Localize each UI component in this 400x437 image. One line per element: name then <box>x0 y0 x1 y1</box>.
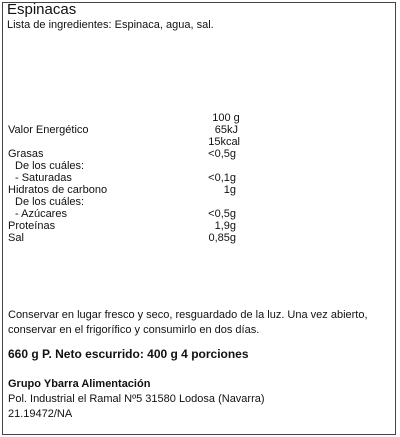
salt-value: 0,85g <box>208 232 236 244</box>
net-weight-info: 660 g P. Neto escurrido: 400 g 4 porciones <box>8 347 249 361</box>
sugars-label: - Azúcares <box>15 208 67 220</box>
storage-instructions <box>8 308 368 338</box>
product-name: Espinacas <box>7 1 77 18</box>
protein-label: Proteínas <box>8 220 56 232</box>
of-which-label: De los cuáles: <box>15 160 85 172</box>
ingredients-list: Lista de ingredientes: Espinaca, agua, sal. <box>7 19 214 31</box>
storage-line-2: conservar en el frigorífico y consumirlo en dos días. <box>8 324 260 336</box>
registry-number: 21.19472/NA <box>8 408 73 420</box>
sugars-value: <0,5g <box>208 208 236 220</box>
protein-value: 1,9g <box>214 220 236 232</box>
saturated-label: - Saturadas <box>15 172 72 184</box>
saturated-value: <0,1g <box>208 172 236 184</box>
nutrition-per-100g: 100 g <box>212 112 240 124</box>
salt-label: Sal <box>8 232 24 244</box>
company-name: Grupo Ybarra Alimentación <box>8 378 151 390</box>
of-which-label-2: De los cuáles: <box>15 196 85 208</box>
company-info <box>8 377 265 422</box>
energy-kj-value: 65kJ <box>214 124 238 136</box>
carbs-value: 1g <box>223 184 236 196</box>
fat-label: Grasas <box>8 148 44 160</box>
energy-kcal-value: 15kcal <box>208 136 240 148</box>
energy-label: Valor Energético <box>8 124 89 136</box>
company-address: Pol. Industrial el Ramal Nº5 31580 Lodosa (Navarra) <box>8 393 265 405</box>
fat-value: <0,5g <box>208 148 236 160</box>
carbs-label: Hidratos de carbono <box>8 184 108 196</box>
storage-line-1: Conservar en lugar fresco y seco, resguardado de la luz. Una vez abierto, <box>8 309 368 321</box>
